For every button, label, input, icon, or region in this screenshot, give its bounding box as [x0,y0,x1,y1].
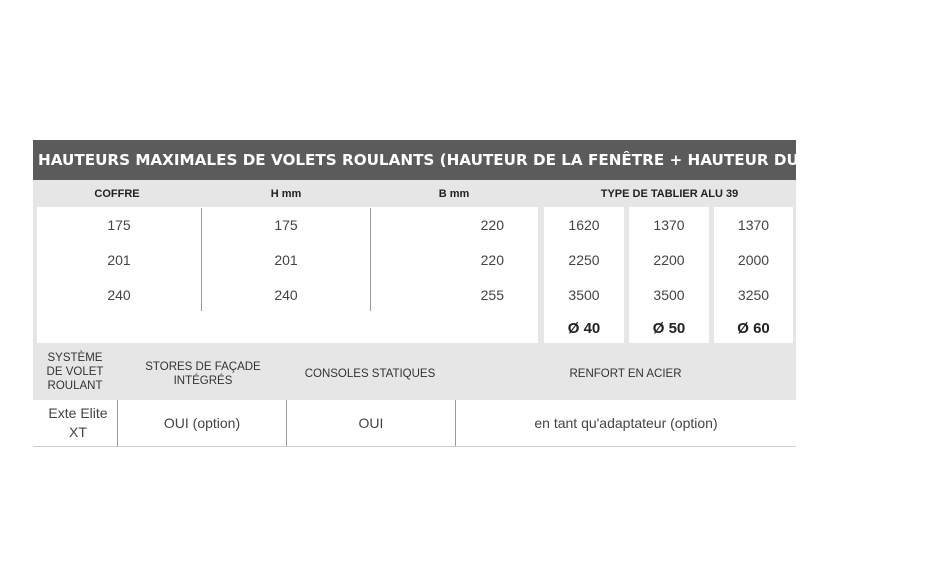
h-value: 175 [274,217,298,233]
consoles-value: OUI [358,415,384,431]
diameter-label: Ø 60 [737,320,770,337]
header-systeme: SYSTÈME DE VOLET ROULANT [46,352,104,392]
system-row [33,400,796,447]
dimensions-box [37,207,538,343]
tablier-column [714,207,793,343]
header-tablier-type: TYPE DE TABLIER ALU 39 [600,188,739,200]
tablier-column [629,207,709,343]
tablier-value: 2250 [568,252,600,268]
b-value: 220 [480,252,504,268]
coffre-value: 201 [107,252,131,268]
tablier-value: 3500 [568,287,600,303]
tablier-value: 3500 [653,287,685,303]
header-coffre: COFFRE [94,188,140,200]
tablier-value: 2200 [653,252,685,268]
renfort-value: en tant qu'adaptateur (option) [534,415,718,431]
header-b-mm: B mm [438,188,470,200]
b-value: 220 [480,217,504,233]
tablier-value: 3250 [737,287,770,303]
coffre-value: 240 [107,287,131,303]
stores-value: OUI (option) [163,415,241,431]
tablier-value: 1620 [568,217,600,233]
tablier-column [544,207,624,343]
h-value: 201 [274,252,298,268]
coffre-value: 175 [107,217,131,233]
h-value: 240 [274,287,298,303]
header-stores: STORES DE FAÇADE INTÉGRÉS [145,361,261,387]
max-heights-table [33,140,942,446]
header-h-mm: H mm [270,188,302,200]
tablier-value: 1370 [653,217,685,233]
diameter-label: Ø 40 [567,320,601,337]
table-title: HAUTEURS MAXIMALES DE VOLETS ROULANTS (HAUTEUR DE LA FENÊTRE + HAUTEUR DU COFFRE) EN MM [33,140,796,180]
b-value: 255 [480,287,504,303]
tablier-value: 1370 [737,217,770,233]
header-consoles: CONSOLES STATIQUES [304,368,436,380]
header-renfort: RENFORT EN ACIER [569,368,682,380]
diameter-label: Ø 50 [652,320,686,337]
tablier-value: 2000 [737,252,770,268]
systeme-value: Exte Elite XT [48,405,108,440]
